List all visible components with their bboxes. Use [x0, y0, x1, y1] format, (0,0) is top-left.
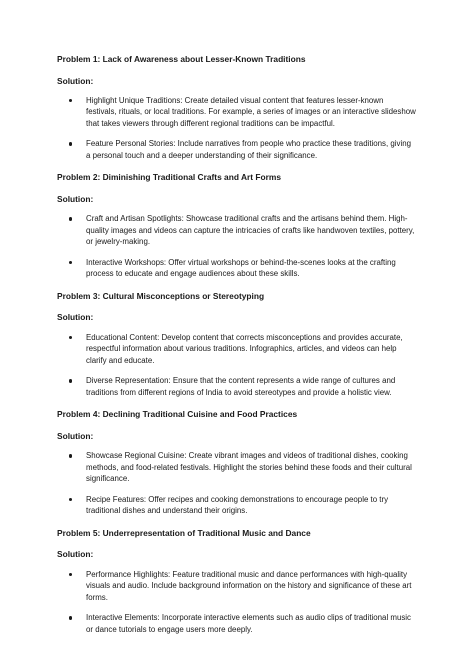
bullet-icon [69, 573, 72, 576]
list-item-text: Highlight Unique Traditions: Create detailed visual content that features lesser-known festivals, rituals, or local traditions. For example, a series of images or an interactive slideshow that takes viewers through different regional traditions can be impactful. [86, 96, 416, 128]
bullet-icon [69, 261, 72, 264]
bullet-icon [69, 142, 72, 145]
problem-section-5 [57, 528, 416, 635]
list-item [57, 332, 416, 366]
problem-title: Problem 2: Diminishing Traditional Crafts and Art Forms [57, 172, 281, 183]
problem-title: Problem 5: Underrepresentation of Traditional Music and Dance [57, 527, 311, 538]
problem-section-2 [57, 172, 416, 279]
list-item [57, 450, 416, 484]
bullet-icon [69, 217, 72, 220]
list-item-text: Educational Content: Develop content that corrects misconceptions and provides accurate, respectful information about various traditions. Infographics, articles, and videos can help clarify and educate. [86, 332, 403, 365]
solution-label: Solution: [57, 75, 94, 86]
list-item [57, 95, 416, 129]
problem-section-3 [57, 291, 416, 398]
list-item [57, 612, 416, 635]
solution-list [57, 213, 416, 279]
list-item [57, 494, 416, 517]
solution-list [57, 95, 416, 161]
problem-title: Problem 3: Cultural Misconceptions or Stereotyping [57, 290, 265, 301]
bullet-icon [69, 336, 72, 339]
list-item-text: Interactive Workshops: Offer virtual workshops or behind-the-scenes looks at the crafting process to educate and engage audiences about these skills. [86, 257, 396, 279]
bullet-icon [69, 379, 72, 382]
solution-list [57, 332, 416, 398]
solution-label: Solution: [57, 549, 94, 560]
problem-section-4 [57, 409, 416, 516]
list-item-text: Performance Highlights: Feature traditional music and dance performances with high-quality visuals and audio. Include background information on the history and significance of these art forms. [86, 569, 412, 602]
list-item-text: Recipe Features: Offer recipes and cooking demonstrations to encourage people to try traditional dishes and understand their origins. [86, 494, 389, 516]
solution-list [57, 569, 416, 635]
list-item [57, 257, 416, 280]
list-item-text: Feature Personal Stories: Include narratives from people who practice these traditions, giving a personal touch and a deeper understanding of their significance. [86, 139, 411, 160]
solution-label: Solution: [57, 312, 94, 323]
problem-title: Problem 1: Lack of Awareness about Lesser-Known Traditions [57, 54, 306, 64]
list-item [57, 213, 416, 247]
list-item-text: Craft and Artisan Spotlights: Showcase traditional crafts and the artisans behind them. High-quality images and videos can capture the intricacies of crafts like handwoven textiles, pottery, or jewelry-making. [86, 214, 415, 247]
solution-label: Solution: [57, 430, 94, 441]
bullet-icon [69, 498, 72, 501]
solution-label: Solution: [57, 193, 94, 204]
list-item [57, 138, 416, 161]
problem-title: Problem 4: Declining Traditional Cuisine and Food Practices [57, 409, 298, 420]
list-item-text: Diverse Representation: Ensure that the content represents a wide range of cultures and traditions from different regions of India to avoid stereotypes and provide a holistic view. [86, 376, 396, 397]
list-item [57, 569, 416, 603]
list-item [57, 375, 416, 398]
list-item-text: Interactive Elements: Incorporate interactive elements such as audio clips of traditional music or dance tutorials to engage users more deeply. [86, 613, 411, 634]
bullet-icon [69, 616, 72, 619]
solution-list [57, 450, 416, 516]
list-item-text: Showcase Regional Cuisine: Create vibrant images and videos of traditional dishes, cooking methods, and food-related festivals. Highlight the stories behind these foods and their cultural significance. [86, 451, 412, 484]
bullet-icon [69, 99, 72, 102]
bullet-icon [69, 454, 72, 457]
problem-section-1 [57, 54, 416, 161]
